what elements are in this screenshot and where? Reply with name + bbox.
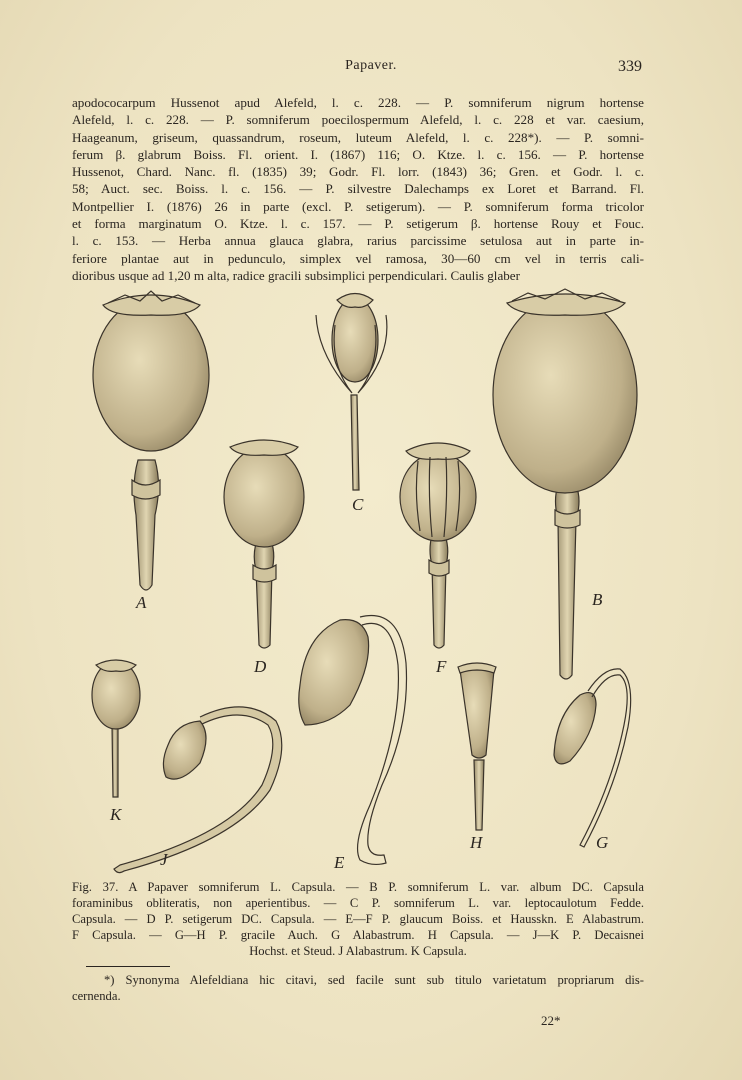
capsule-c: [316, 294, 387, 491]
body-line: Hussenot, Chard. Nanc. fl. (1835) 39; Godr. Fl. lorr. (1843) 36; Gren. et Godr. l. c.: [72, 164, 644, 180]
footnote-line: *) Synonyma Alefeldiana hic citavi, sed facile sunt sub titulo varietatum propriarum dis-: [104, 973, 644, 987]
body-line: Haageanum, griseum, quassandrum, roseum, luteum Alefeld, l. c. 228*). — P. somni-: [72, 129, 644, 145]
capsule-f: [400, 443, 476, 648]
body-line: feriore plantae aut in pedunculo, simplex vel ramosa, 30—60 cm vel in terris cali-: [72, 250, 644, 266]
body-line: Montpellier I. (1876) 26 in parte (excl. P. setigerum). — P. somniferum forma tricolor: [72, 198, 644, 214]
body-line: 58; Auct. sec. Boiss. l. c. 156. — P. silvestre Dalechamps ex Loret et Barrand. Fl.: [72, 181, 644, 197]
caption-line: Capsula. — D P. setigerum DC. Capsula. — E—F P. glaucum Boiss. et Hausskn. E Alabastrum.: [72, 912, 644, 926]
caption-line: Fig. 37. A Papaver somniferum L. Capsula. — B P. somniferum L. var. album DC. Capsula: [72, 880, 644, 894]
capsule-h: [458, 663, 496, 830]
body-line: apodococarpum Hussenot apud Alefeld, l. c. 228. — P. somniferum nigrum hortense: [72, 95, 644, 110]
figure-label-g: G: [596, 833, 609, 852]
body-line: Alefeld, l. c. 228. — P. somniferum poecilospermum Alefeld, l. c. 228 et var. caesium,: [72, 112, 644, 128]
figure-label-k: K: [110, 805, 122, 824]
bud-e: [299, 615, 407, 864]
page-number: 339: [618, 58, 642, 75]
figure-label-a: A: [136, 593, 147, 612]
figure-label-b: B: [592, 590, 603, 609]
botanical-figure: [0, 285, 742, 885]
running-title: Papaver.: [345, 58, 397, 73]
caption-line: foraminibus obliteratis, non aperientibus. — C P. somniferum L. var. leptocaulotum Fedde.: [72, 896, 644, 910]
footnote-line: cernenda.: [72, 989, 121, 1003]
signature-mark: 22*: [541, 1013, 561, 1028]
figure-label-f: F: [436, 657, 447, 676]
figure-label-j: J: [160, 850, 168, 869]
body-line: dioribus usque ad 1,20 m alta, radice gracili subsimplici perpendiculari. Caulis glaber: [72, 267, 520, 283]
bud-g: [554, 669, 631, 847]
footnote-divider: [86, 966, 170, 967]
poppy-capsules-illustration: [0, 285, 742, 885]
footnote: [72, 972, 644, 1004]
caption-line: F Capsula. — G—H P. gracile Auch. G Alabastrum. H Capsula. — J—K P. Decaisnei: [72, 928, 644, 942]
body-line: l. c. 153. — Herba annua glauca glabra, rarius parcissime setulosa aut in parte in-: [72, 233, 644, 249]
capsule-a: [93, 291, 209, 590]
body-text: [72, 94, 644, 284]
caption-line: Hochst. et Steud. J Alabastrum. K Capsula.: [249, 944, 467, 958]
body-line: ferum β. glabrum Boiss. Fl. orient. I. (1867) 116; O. Ktze. l. c. 156. — P. hortense: [72, 146, 644, 162]
figure-caption: [72, 879, 644, 959]
figure-label-h: H: [470, 833, 483, 852]
body-line: et forma marginatum O. Ktze. l. c. 157. — P. setigerum β. hortense Rouy et Fouc.: [72, 216, 644, 232]
bud-j: [114, 707, 282, 873]
capsule-k: [92, 660, 140, 797]
capsule-b: [493, 289, 637, 679]
figure-label-e: E: [334, 853, 345, 872]
figure-label-d: D: [254, 657, 267, 676]
capsule-d: [224, 440, 304, 648]
figure-label-c: C: [352, 495, 364, 514]
